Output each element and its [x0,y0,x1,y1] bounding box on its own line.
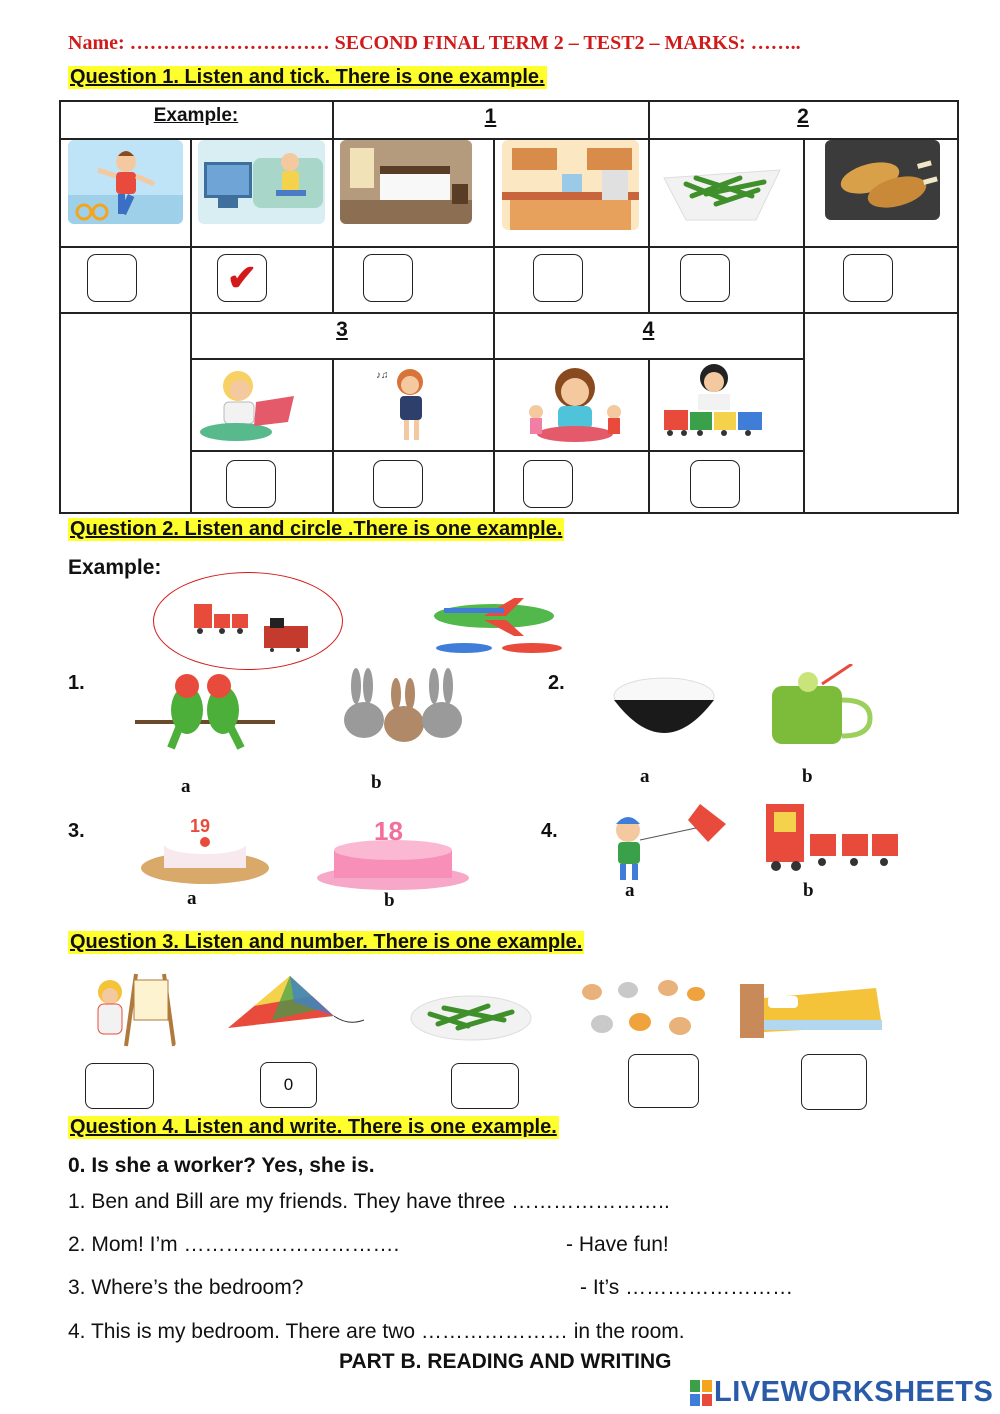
girl-reading-picture [196,362,306,444]
tick-box-1b[interactable] [533,254,583,302]
example-number: 0 [283,1075,294,1094]
tick-box-4a[interactable] [523,460,573,508]
parrots-picture [135,664,275,752]
q2-4-letter-a: a [625,880,635,901]
cake-18-picture [312,810,474,892]
q1-number-3: 3 [336,318,348,341]
tick-mark-icon: ✔ [226,257,258,298]
q4-answer-2: - Have fun! [566,1233,669,1256]
number-box-1[interactable] [85,1063,154,1109]
train-picture [762,800,900,874]
tick-box-1a[interactable] [363,254,413,302]
svg-text:18: 18 [374,816,403,846]
rabbits-picture [330,664,470,748]
q4-sentence-1: 1. Ben and Bill are my friends. They have three ………………….. [68,1190,670,1213]
q2-item-3: 3. [68,820,85,842]
boy-kite-picture [600,800,732,884]
q2-item-2: 2. [548,672,565,694]
beans-picture [408,984,534,1044]
logo-text: LIVEWORKSHEETS [714,1376,994,1408]
q2-2-letter-b: b [802,766,813,787]
svg-text:♪♫: ♪♫ [376,370,389,381]
boy-dancing-picture [68,140,183,224]
green-drink-picture [762,664,894,748]
many-rabbits-picture [572,972,712,1042]
q2-1-letter-b: b [371,772,382,793]
q2-item-1: 1. [68,672,85,694]
girl-painting-picture [86,970,176,1048]
kitchen-picture [502,140,639,230]
tick-box-3a[interactable] [226,460,276,508]
q4-example-sentence: 0. Is she a worker? Yes, she is. [68,1154,375,1177]
tick-box-2b[interactable] [843,254,893,302]
cake-19-picture [134,806,276,888]
q1-number-2: 2 [797,105,809,128]
q2-1-letter-a: a [181,776,191,797]
green-beans-picture [656,148,788,226]
planes-picture [424,596,572,662]
worksheet-header: Name: ………………………… SECOND FINAL TERM 2 – TEST2 – MARKS: …….. [68,32,801,54]
bed-picture [736,974,886,1042]
liveworksheets-logo [690,1376,993,1409]
question-4-title: Question 4. Listen and write. There is one example. [70,1116,557,1138]
girl-with-dolls-picture [516,362,634,444]
fried-chicken-picture [825,140,940,220]
bedroom-picture [340,140,472,224]
boy-with-train-picture [656,360,774,446]
number-box-5[interactable] [801,1054,867,1110]
q2-3-letter-a: a [187,888,197,909]
q2-example-label: Example: [68,556,162,579]
kite-picture [224,972,370,1034]
q2-4-letter-b: b [803,880,814,901]
tick-box-example-b[interactable] [217,254,267,302]
q2-3-letter-b: b [384,890,395,911]
q4-sentence-2: 2. Mom! I’m …………………………. [68,1233,400,1256]
number-box-example[interactable] [260,1062,317,1108]
tick-box-4b[interactable] [690,460,740,508]
q2-item-4: 4. [541,820,558,842]
rice-bowl-picture [594,666,734,748]
q1-number-4: 4 [642,318,655,341]
boy-watching-tv-picture [198,140,325,224]
svg-text:19: 19 [190,816,211,836]
logo-icon [690,1380,712,1406]
q4-sentence-3: 3. Where’s the bedroom? [68,1276,304,1299]
toy-train-picture [192,596,314,652]
question-2-title: Question 2. Listen and circle .There is one example. [70,518,563,540]
q4-sentence-4: 4. This is my bedroom. There are two ………………… in the room. [68,1320,685,1343]
q1-number-1: 1 [484,105,497,128]
number-box-3[interactable] [451,1063,519,1109]
tick-box-2a[interactable] [680,254,730,302]
number-box-4[interactable] [628,1054,699,1108]
question-3-title: Question 3. Listen and number. There is one example. [70,931,583,953]
q4-answer-3: - It’s …………………… [580,1276,794,1299]
example-label: Example: [153,105,239,126]
q2-2-letter-a: a [640,766,650,787]
part-b-heading: PART B. READING AND WRITING [339,1350,672,1373]
tick-box-3b[interactable] [373,460,423,508]
question-1-title: Question 1. Listen and tick. There is one example. [70,66,545,88]
tick-box-example-a[interactable] [87,254,137,302]
girl-singing-picture [370,362,445,444]
